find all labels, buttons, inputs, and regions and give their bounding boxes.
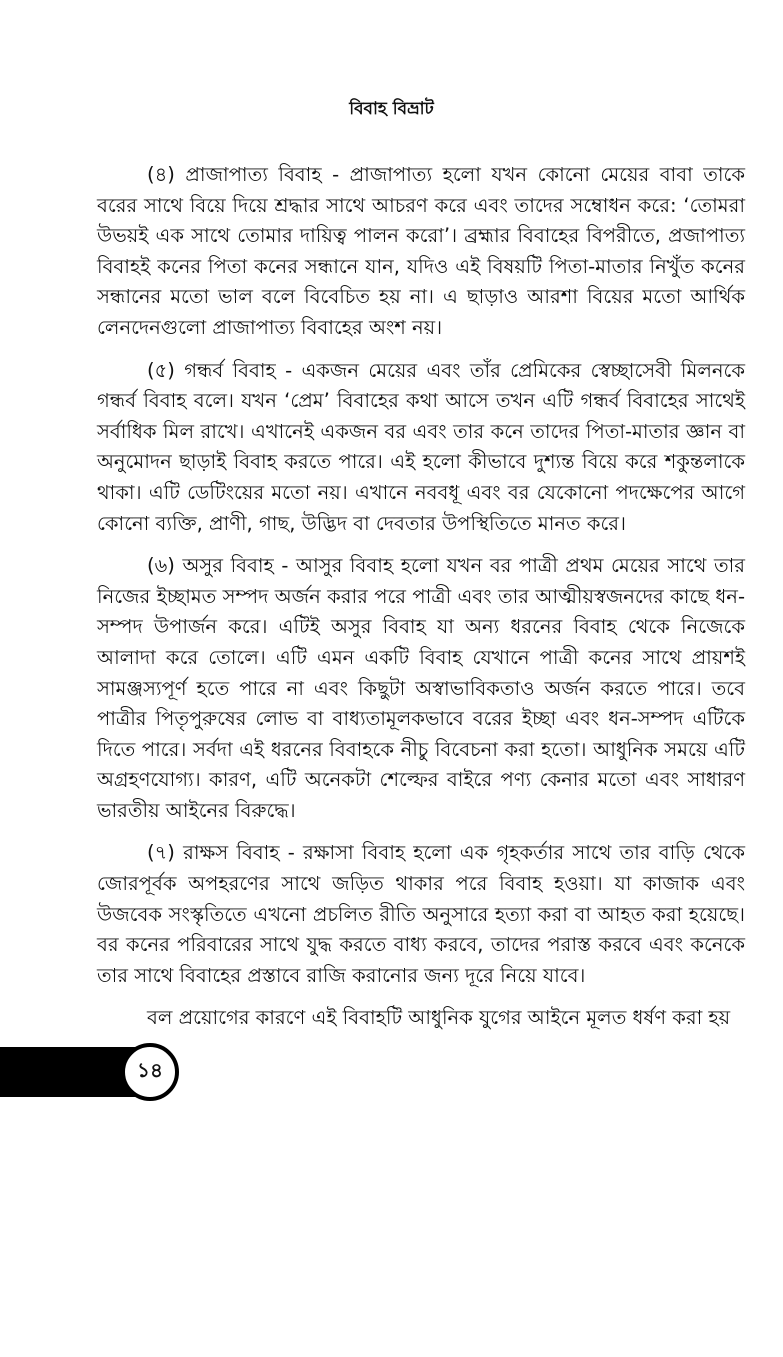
paragraph-prajapatya: (৪) প্রাজাপাত্য বিবাহ - প্রাজাপাত্য হলো যখন কোনো মেয়ের বাবা তাকে বরের সাথে বিয়ে দিয়ে শ্রদ্ধার সাথে আচরণ করে এবং তাদের সম্বোধন করে: ‘তোমরা উভয়ই এক সাথে তোমার দায়িত্ব পালন করো’। ব্রহ্মার বিবাহের বিপরীতে, প্রজাপাত্য বিবাহই কনের পিতা কনের সন্ধানে যান, যদিও এই বিষয়টি পিতা-মাতার নিখুঁত কনের সন্ধানের মতো ভাল বলে বিবেচিত হয় না। এ ছাড়াও আরশা বিয়ের মতো আর্থিক লেনদেনগুলো প্রাজাপাত্য বিবাহের অংশ নয়। [97,163,745,339]
paragraph-continuation: বল প্রয়োগের কারণে এই বিবাহটি আধুনিক যুগের আইনে মূলত ধর্ষণ করা হয় [147,1006,731,1030]
paragraph-asura: (৬) অসুর বিবাহ - আসুর বিবাহ হলো যখন বর পাত্রী প্রথম মেয়ের সাথে তার নিজের ইচ্ছামত সম্পদ অর্জন করার পরে পাত্রী এবং তার আত্মীয়স্বজনদের কাছে ধন-সম্পদ উপার্জন করে। এটিই অসুর বিবাহ যা অন্য ধরনের বিবাহ থেকে নিজেকে আলাদা করে তোলে। এটি এমন একটি বিবাহ যেখানে পাত্রী কনের সাথে প্রায়শই সামঞ্জস্যপূর্ণ হতে পারে না এবং কিছুটা অস্বাভাবিকতাও অর্জন করতে পারে। তবে পাত্রীর পিতৃপুরুষের লোভ বা বাধ্যতামূলকভাবে বরের ইচ্ছা এবং ধন-সম্পদ এটিকে দিতে পারে। সর্বদা এই ধরনের বিবাহকে নীচু বিবেচনা করা হতো। আধুনিক সময়ে এটি অগ্রহণযোগ্য। কারণ, এটি অনেকটা শেল্ফের বাইরে পণ্য কেনার মতো এবং সাধারণ ভারতীয় আইনের বিরুদ্ধে। [97,554,745,822]
page-number-badge [121,1043,179,1101]
paragraph-rakshasa: (৭) রাক্ষস বিবাহ - রক্ষাসা বিবাহ হলো এক গৃহকর্তার সাথে তার বাড়ি থেকে জোরপূর্বক অপহরণের সাথে জড়িত থাকার পরে বিবাহ হওয়া। যা কাজাক এবং উজবেক সংস্কৃতিতে এখনো প্রচলিত রীতি অনুসারে হত্যা করা বা আহত করা হয়েছে। বর কনের পরিবারের সাথে যুদ্ধ করতে বাধ্য করবে, তাদের পরাস্ত করবে এবং কনেকে তার সাথে বিবাহের প্রস্তাবে রাজি করানোর জন্য দূরে নিয়ে যাবে। [97,841,745,987]
page-number: ১৪ [137,1057,163,1082]
page-body [97,160,745,1034]
running-head-title: বিবাহ বিভ্রাট [349,99,434,119]
paragraph-gandharva: (৫) গন্ধর্ব বিবাহ - একজন মেয়ের এবং তাঁর প্রেমিকের স্বেচ্ছাসেবী মিলনকে গন্ধর্ব বিবাহ বলে। যখন ‘প্রেম’ বিবাহের কথা আসে তখন এটি গন্ধর্ব বিবাহের সাথেই সর্বাধিক মিল রাখে। এখানেই একজন বর এবং তার কনে তাদের পিতা-মাতার জ্ঞান বা অনুমোদন ছাড়াই বিবাহ করতে পারে। এই হলো কীভাবে দুশ্যন্ত বিয়ে করে শকুন্তলাকে থাকা। এটি ডেটিংয়ের মতো নয়। এখানে নববধূ এবং বর যেকোনো পদক্ষেপের আগে কোনো ব্যক্তি, প্রাণী, গাছ, উদ্ভিদ বা দেবতার উপস্থিতিতে মানত করে। [97,358,745,535]
